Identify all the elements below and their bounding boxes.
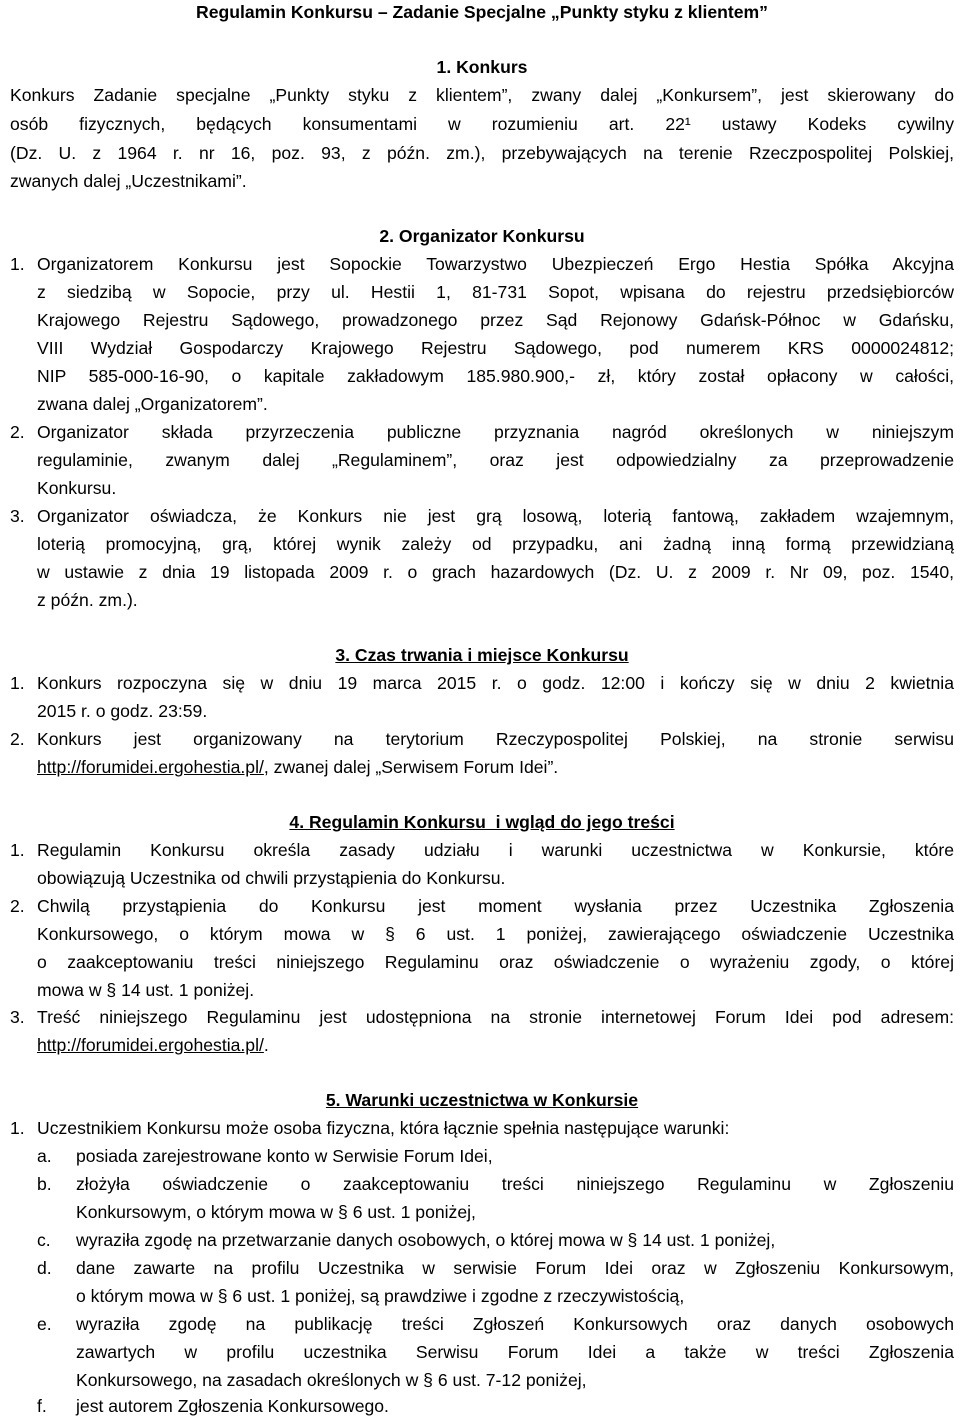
paragraph-line: mowa w § 14 ust. 1 poniżej.: [37, 980, 255, 1000]
link-suffix: .: [263, 1035, 269, 1055]
paragraph-number: 2.: [10, 729, 25, 749]
forum-link[interactable]: http://forumidei.ergohestia.pl/: [37, 757, 264, 777]
paragraph-line: Regulamin Konkursu określa zasady udziału i warunki uczestnictwa w Konkursie, które: [37, 840, 954, 860]
paragraph-number: 3.: [10, 506, 25, 526]
section-heading-5: 5. Warunki uczestnictwa w Konkursie: [325, 1090, 639, 1110]
paragraph-line: z siedzibą w Sopocie, przy ul. Hestii 1, 81-731 Sopot, wpisana do rejestru przedsiębiorców: [37, 282, 954, 302]
link-suffix: , zwanej dalej „Serwisem Forum Idei”.: [263, 757, 559, 777]
paragraph-line: o zaakceptowaniu treści niniejszego Regulaminu oraz oświadczenie o wyrażeniu zgody, o której: [37, 952, 954, 972]
paragraph-line: Organizatorem Konkursu jest Sopockie Towarzystwo Ubezpieczeń Ergo Hestia Spółka Akcyjna: [37, 254, 954, 274]
paragraph-number: 2.: [10, 896, 25, 916]
list-item-line: zawartych w profilu uczestnika Serwisu Forum Idei a także w treści Zgłoszenia: [76, 1342, 954, 1362]
section-heading-1: 1. Konkurs: [436, 57, 528, 77]
paragraph-line: w ustawie z dnia 19 listopada 2009 r. o grach hazardowych (Dz. U. z 2009 r. Nr 09, poz. 1540,: [37, 562, 954, 582]
paragraph-line: Treść niniejszego Regulaminu jest udostępniona na stronie internetowej Forum Idei pod adresem:: [37, 1007, 954, 1027]
list-item-line: wyraziła zgodę na przetwarzanie danych osobowych, o której mowa w § 14 ust. 1 poniżej,: [76, 1230, 776, 1250]
paragraph-line: zwana dalej „Organizatorem”.: [37, 394, 268, 414]
list-item: [10, 1142, 954, 1170]
paragraph-line: Konkursu.: [37, 478, 117, 498]
paragraph-line: zwanych dalej „Uczestnikami”.: [10, 171, 247, 191]
list-letter: b.: [37, 1174, 52, 1194]
list-item-line: Konkursowego, na zasadach określonych w § 6 ust. 7-12 poniżej,: [76, 1370, 587, 1390]
list-item: [10, 1254, 954, 1282]
paragraph-line: loterią promocyjną, grą, której wynik zależy od przypadku, ani żadną inną formą przewidzianą: [37, 534, 954, 554]
paragraph-number: 3.: [10, 1007, 25, 1027]
paragraph-line: NIP 585-000-16-90, o kapitale zakładowym 185.980.900,- zł, który został opłacony w całości,: [37, 366, 954, 386]
paragraph-line: (Dz. U. z 1964 r. nr 16, poz. 93, z późn. zm.), przebywających na terenie Rzeczpospolitej Polskiej,: [10, 143, 954, 163]
list-item-line: posiada zarejestrowane konto w Serwisie Forum Idei,: [76, 1146, 493, 1166]
document-title: Regulamin Konkursu – Zadanie Specjalne „Punkty styku z klientem”: [196, 2, 768, 22]
paragraph-line: 2015 r. o godz. 23:59.: [37, 701, 208, 721]
list-item-line: Konkursowym, o którym mowa w § 6 ust. 1 poniżej,: [76, 1202, 476, 1222]
numbered-paragraph: [10, 725, 954, 753]
numbered-paragraph: [10, 892, 954, 920]
paragraph-line: osób fizycznych, będących konsumentami w rozumieniu art. 22¹ ustawy Kodeks cywilny: [10, 114, 954, 134]
list-letter: d.: [37, 1258, 52, 1278]
list-item-line: wyraziła zgodę na publikację treści Zgłoszeń Konkursowych oraz danych osobowych: [76, 1314, 954, 1334]
paragraph-number: 1.: [10, 1118, 25, 1138]
list-item: [10, 1170, 954, 1198]
paragraph-number: 1.: [10, 673, 25, 693]
paragraph-line: Organizator oświadcza, że Konkurs nie jest grą losową, loterią fantową, zakładem wzajemnym,: [37, 506, 954, 526]
paragraph-number: 1.: [10, 254, 25, 274]
list-letter: a.: [37, 1146, 52, 1166]
section-heading-3: 3. Czas trwania i miejsce Konkursu: [335, 645, 629, 665]
section-heading-2: 2. Organizator Konkursu: [379, 226, 585, 246]
paragraph-line: obowiązują Uczestnika od chwili przystąpienia do Konkursu.: [37, 868, 506, 888]
paragraph-line: Chwilą przystąpienia do Konkursu jest moment wysłania przez Uczestnika Zgłoszenia: [37, 896, 954, 916]
paragraph-line: Konkurs rozpoczyna się w dniu 19 marca 2015 r. o godz. 12:00 i kończy się w dniu 2 kwietnia: [37, 673, 954, 693]
numbered-paragraph: [10, 836, 954, 864]
numbered-paragraph: [10, 1114, 954, 1142]
list-item-line: złożyła oświadczenie o zaakceptowaniu treści niniejszego Regulaminu w Zgłoszeniu: [76, 1174, 954, 1194]
paragraph-line: [37, 1031, 954, 1059]
list-item: [10, 1226, 954, 1254]
numbered-paragraph: [10, 418, 954, 446]
list-item: [10, 1392, 954, 1420]
paragraph-line: regulaminie, zwanym dalej „Regulaminem”, oraz jest odpowiedzialny za przeprowadzenie: [37, 450, 954, 470]
paragraph-line: VIII Wydział Gospodarczy Krajowego Rejestru Sądowego, pod numerem KRS 0000024812;: [37, 338, 954, 358]
paragraph-line: Konkursowego, o którym mowa w § 6 ust. 1 poniżej, zawierającego oświadczenie Uczestnika: [37, 924, 954, 944]
list-letter: c.: [37, 1230, 51, 1250]
paragraph-line: Uczestnikiem Konkursu może osoba fizyczna, która łącznie spełnia następujące warunki:: [37, 1118, 730, 1138]
section-heading-4: 4. Regulamin Konkursu i wgląd do jego treści: [289, 812, 675, 832]
numbered-paragraph: [10, 250, 954, 278]
numbered-paragraph: [10, 1003, 954, 1031]
list-letter: f.: [37, 1396, 47, 1416]
list-item-line: o którym mowa w § 6 ust. 1 poniżej, są prawdziwe i zgodne z rzeczywistością,: [76, 1286, 685, 1306]
paragraph-line: z późn. zm.).: [37, 590, 138, 610]
paragraph-number: 1.: [10, 840, 25, 860]
list-letter: e.: [37, 1314, 52, 1334]
forum-link[interactable]: http://forumidei.ergohestia.pl/: [37, 1035, 264, 1055]
paragraph-line: [37, 753, 954, 781]
list-item: [10, 1310, 954, 1338]
paragraph-number: 2.: [10, 422, 25, 442]
numbered-paragraph: [10, 669, 954, 697]
paragraph-line: Organizator składa przyrzeczenia publiczne przyznania nagród określonych w niniejszym: [37, 422, 954, 442]
paragraph-line: Krajowego Rejestru Sądowego, prowadzonego przez Sąd Rejonowy Gdańsk-Północ w Gdańsku,: [37, 310, 954, 330]
list-item-line: dane zawarte na profilu Uczestnika w serwisie Forum Idei oraz w Zgłoszeniu Konkursowym,: [76, 1258, 954, 1278]
paragraph-line: Konkurs jest organizowany na terytorium Rzeczypospolitej Polskiej, na stronie serwisu: [37, 729, 954, 749]
list-item-line: jest autorem Zgłoszenia Konkursowego.: [76, 1396, 389, 1416]
paragraph-line: Konkurs Zadanie specjalne „Punkty styku z klientem”, zwany dalej „Konkursem”, jest skierowany do: [10, 85, 954, 105]
numbered-paragraph: [10, 502, 954, 530]
